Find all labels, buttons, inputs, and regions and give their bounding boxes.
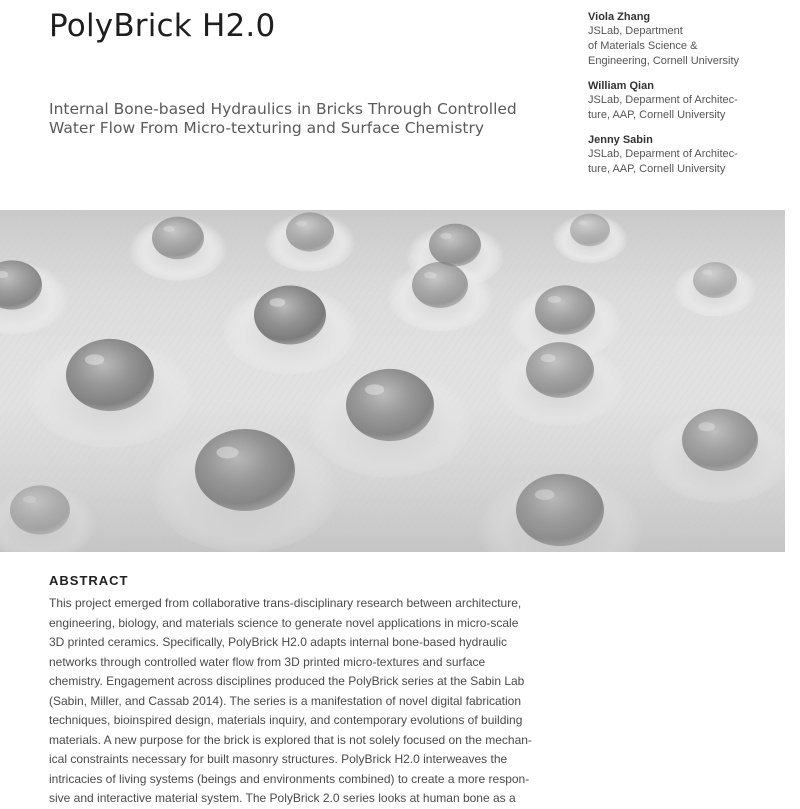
abstract-line: (Sabin, Miller, and Cassab 2014). The series is a manifestation of novel digital fabrication	[49, 693, 522, 708]
author-name: Viola Zhang	[588, 11, 651, 23]
abstract-line: chemistry. Engagement across disciplines produced the PolyBrick series at the Sabin Lab	[49, 674, 525, 688]
subtitle-line: Water Flow From Micro-texturing and Surface Chemistry	[49, 119, 485, 137]
author-list	[588, 10, 788, 187]
author-name: Jenny Sabin	[588, 134, 653, 146]
subtitle-line: Internal Bone-based Hydraulics in Bricks Through Controlled	[49, 100, 517, 118]
abstract-body	[49, 594, 609, 809]
abstract-line: engineering, biology, and materials science to generate novel applications in micro-scale	[49, 615, 519, 630]
abstract-line: sive and interactive material system. The PolyBrick 2.0 series looks at human bone as a	[49, 791, 516, 805]
author-block	[588, 133, 788, 177]
author-affiliation-line: ture, AAP, Cornell University	[588, 163, 726, 175]
abstract-line: This project emerged from collaborative trans-disciplinary research between architecture,	[49, 596, 522, 610]
abstract-line: intricacies of living systems (beings and environments combined) to create a more respon-	[49, 771, 530, 786]
water-droplets-photo	[0, 210, 785, 552]
paper-subtitle	[49, 100, 569, 138]
author-block	[588, 10, 788, 69]
paper-title: PolyBrick H2.0	[49, 8, 276, 44]
author-affiliation-line: JSLab, Deparment of Architec-	[588, 94, 738, 106]
author-affiliation-line: JSLab, Department	[588, 25, 683, 37]
hero-photo	[0, 210, 785, 552]
author-affiliation-line: Engineering, Cornell University	[588, 55, 740, 67]
author-block	[588, 79, 788, 123]
abstract-line: techniques, bioinspired design, materials inquiry, and contemporary evolutions of building	[49, 713, 523, 727]
author-affiliation-line: ture, AAP, Cornell University	[588, 109, 726, 121]
abstract-line: materials. A new purpose for the brick is explored that is not solely focused on the mechan-	[49, 732, 532, 747]
abstract-line: ical constraints necessary for built masonry structures. PolyBrick H2.0 interweaves the	[49, 752, 508, 766]
author-affiliation-line: JSLab, Deparment of Architec-	[588, 148, 738, 160]
abstract-line: 3D printed ceramics. Specifically, PolyBrick H2.0 adapts internal bone-based hydraulic	[49, 635, 507, 649]
abstract-line: networks through controlled water flow from 3D printed micro-textures and surface	[49, 654, 486, 669]
author-name: William Qian	[588, 80, 654, 92]
author-affiliation-line: of Materials Science &	[588, 40, 698, 52]
abstract-heading: ABSTRACT	[49, 573, 129, 588]
